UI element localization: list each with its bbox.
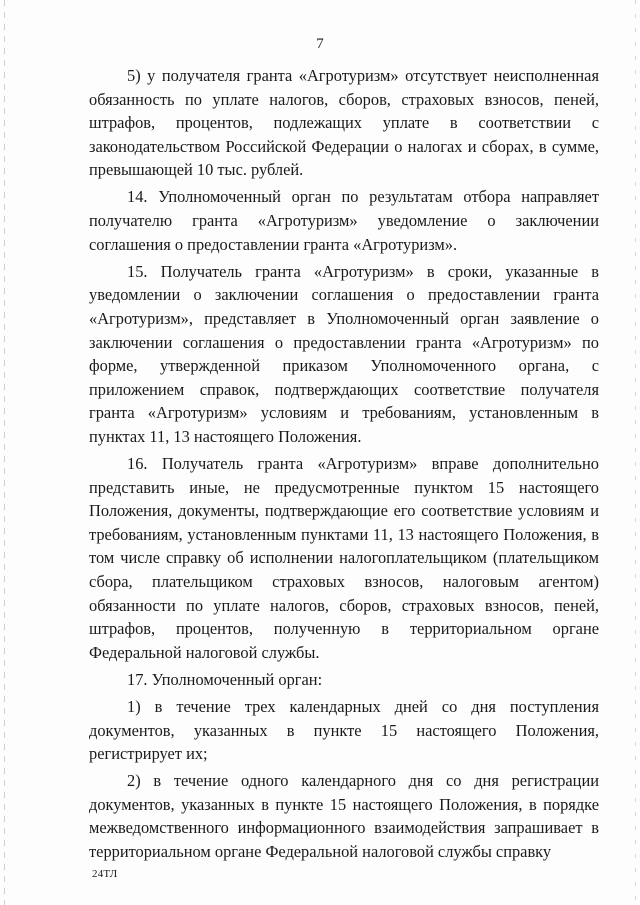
page-number: 7	[316, 36, 324, 52]
paragraph-16: 16. Получатель гранта «Агротуризм» вправе дополнительно представить иные, не предусмотренные пунктом 15 настоящего Положения, документы, подтверждающие его соответствие условиям и требованиям, установленным пунктами 11, 13 настоящего Положения, в том числе справку об исполнении налогоплательщиком (плательщиком сбора, плательщиком страховых взносов, налоговым агентом) обязанности по уплате налогов, сборов, страховых взносов, пеней, штрафов, процентов, полученную в территориальном органе Федеральной налоговой службы.	[89, 454, 599, 662]
scan-edge-left	[4, 0, 5, 905]
paragraph-item-5: 5) у получателя гранта «Агротуризм» отсутствует неисполненная обязанность по уплате налогов, сборов, страховых взносов, пеней, штрафов, процентов, подлежащих уплате в соответствии с законодательством Российской Федерации о налогах и сборах, в сумме, превышающей 10 тыс. рублей.	[89, 66, 599, 180]
paragraph-15: 15. Получатель гранта «Агротуризм» в сроки, указанные в уведомлении о заключении соглашения о предоставлении гранта «Агротуризм», представляет в Уполномоченный орган заявление о заключении соглашения о предоставлении гранта «Агротуризм» по форме, утвержденной приказом Уполномоченного органа, с приложением справок, подтверждающих соответствие получателя гранта «Агротуризм» условиям и требованиям, установленным в пунктах 11, 13 настоящего Положения.	[89, 261, 599, 446]
footer-document-code: 24ТЛ	[92, 868, 118, 880]
paragraph-14: 14. Уполномоченный орган по результатам отбора направляет получателю гранта «Агротуризм» уведомление о заключении соглашения о предоставлении гранта «Агротуризм».	[89, 187, 599, 254]
paragraph-17-heading: 17. Уполномоченный орган:	[127, 669, 323, 689]
paragraph-17-item-1: 1) в течение трех календарных дней со дня поступления документов, указанных в пункте 15 настоящего Положения, регистрирует их;	[89, 696, 599, 764]
scan-edge-right	[635, 0, 636, 905]
document-body	[89, 64, 599, 867]
paragraph-17-item-2: 2) в течение одного календарного дня со дня регистрации документов, указанных в пункте 15 настоящего Положения, в порядке межведомственного информационного взаимодействия запрашивает в территориальном органе Федеральной налоговой службы справку	[89, 771, 599, 861]
